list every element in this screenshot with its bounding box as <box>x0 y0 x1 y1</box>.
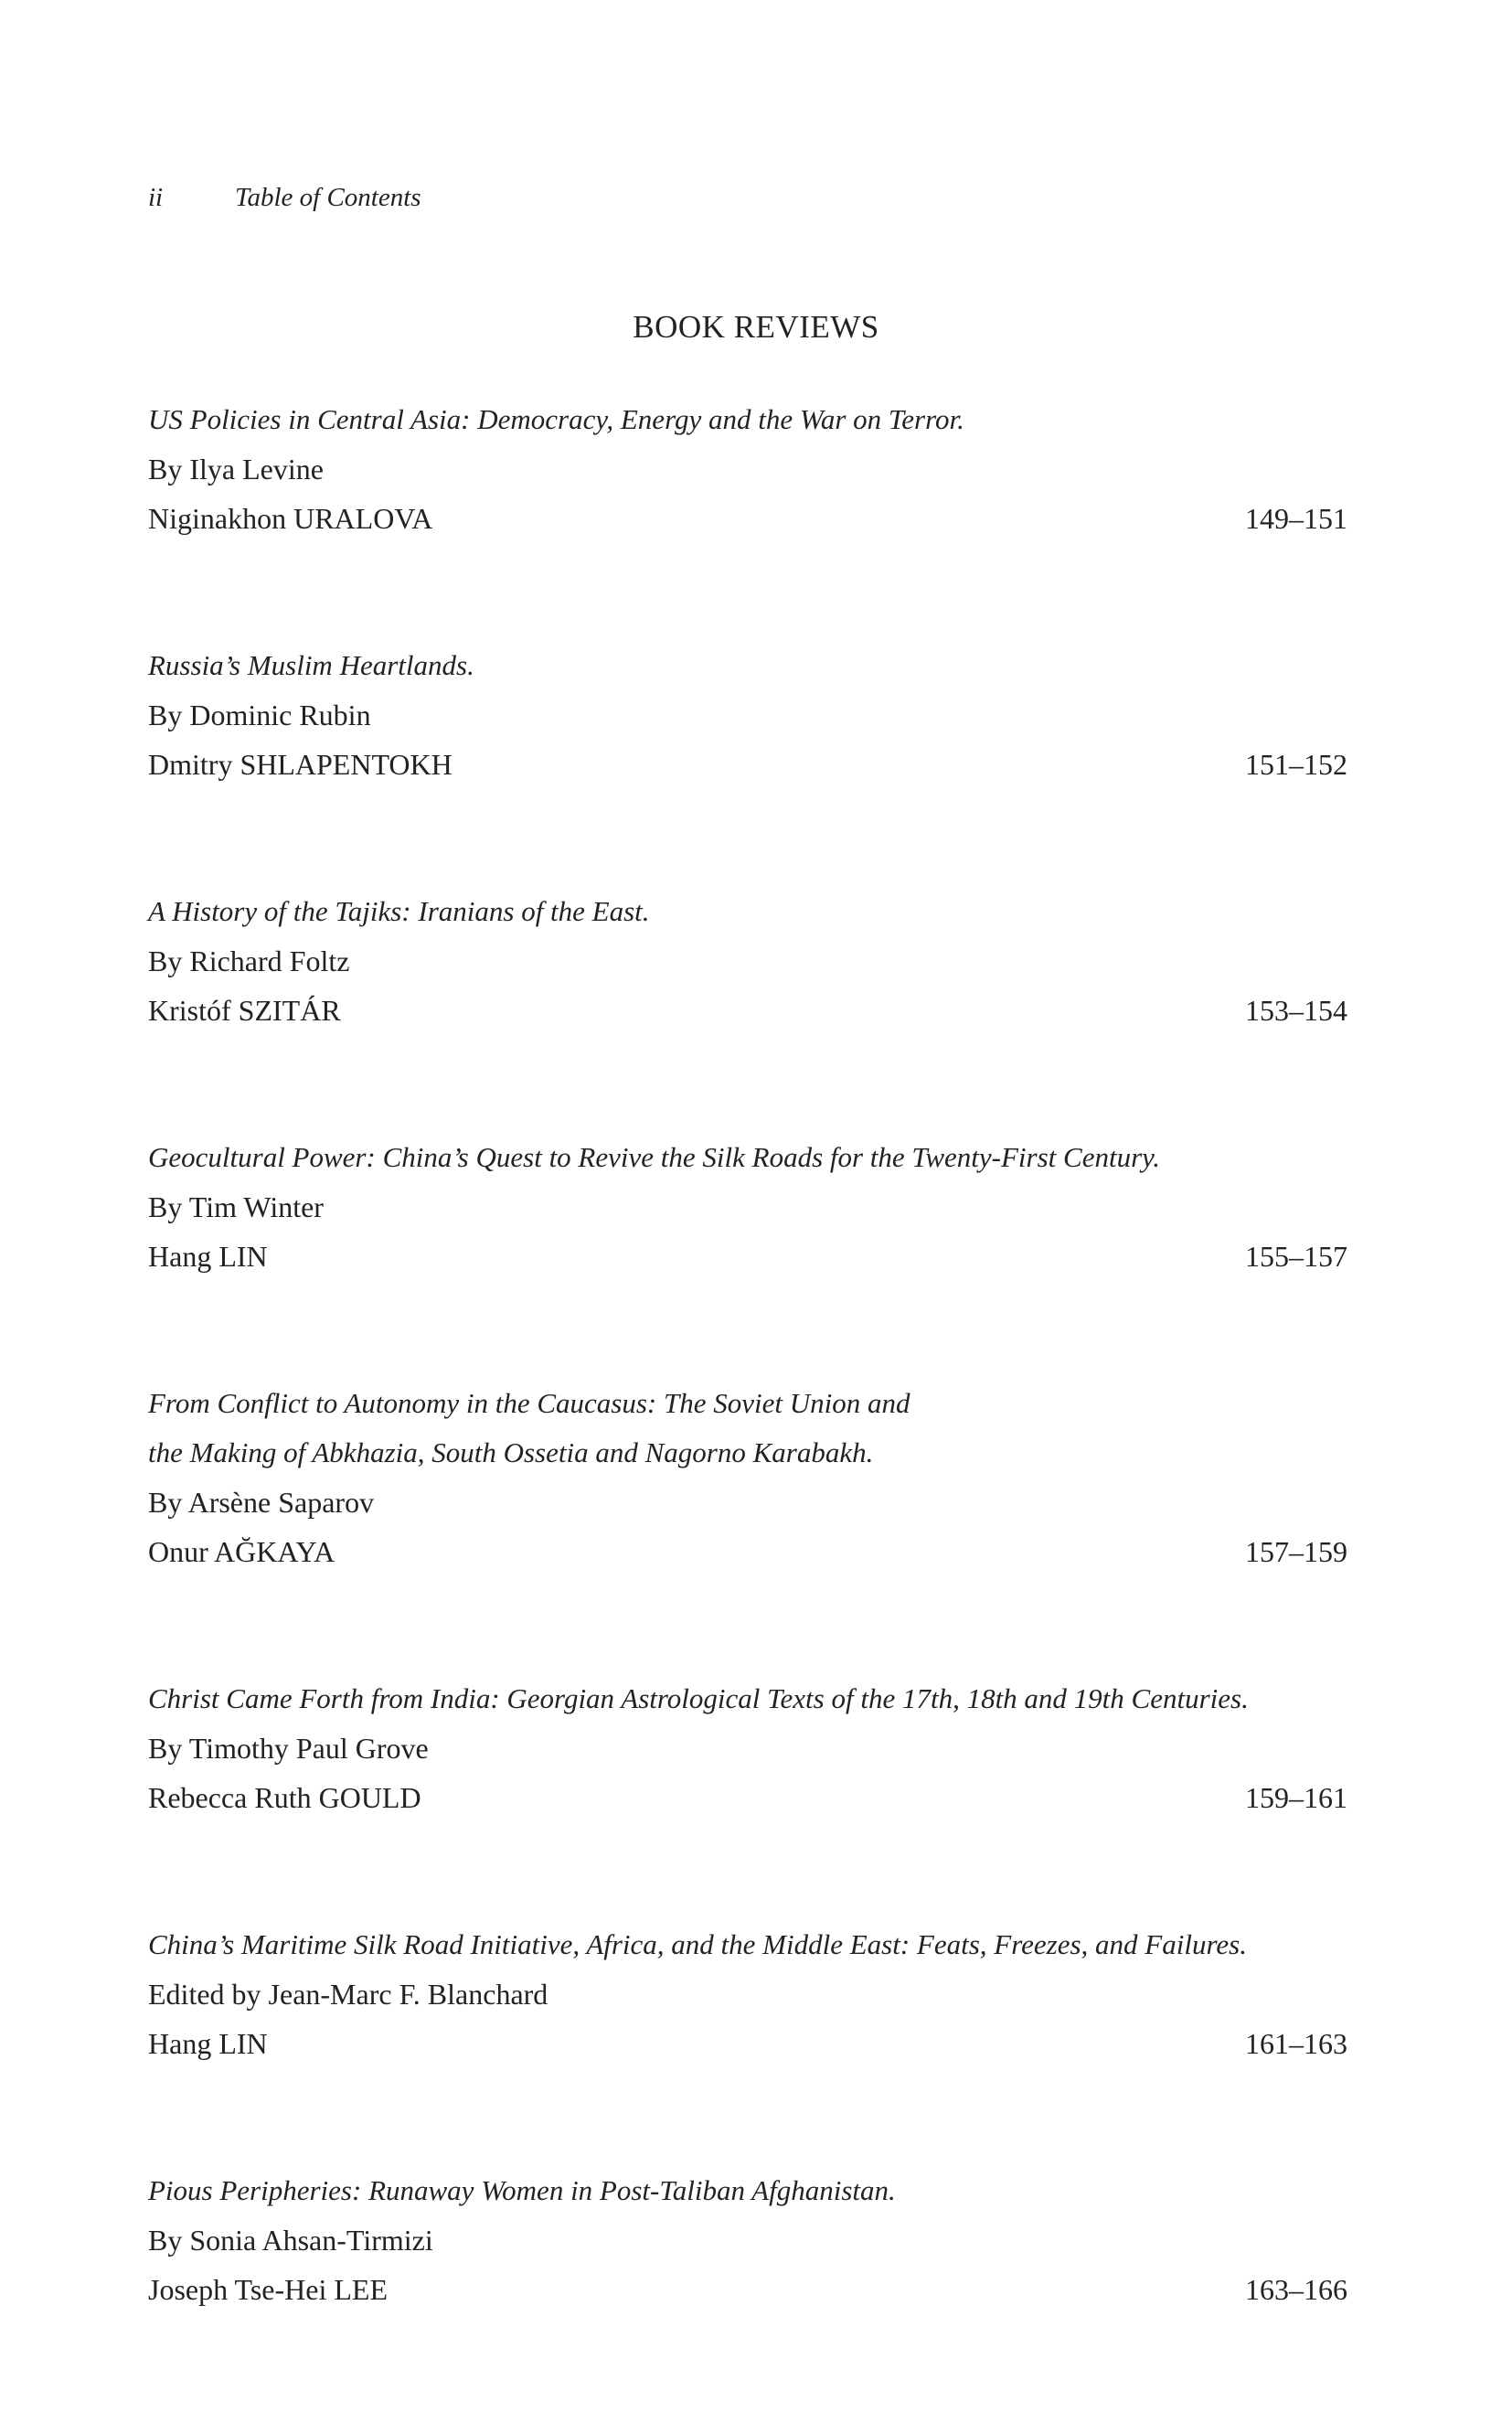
reviewer-name: Onur AĞKAYA <box>148 1535 335 1568</box>
book-title: China’s Maritime Silk Road Initiative, Africa, and the Middle East: Feats, Freezes, and Failures. <box>148 1928 1247 1960</box>
book-author: By Ilya Levine <box>148 453 324 486</box>
book-title: Christ Came Forth from India: Georgian Astrological Texts of the 17th, 18th and 19th Centuries. <box>148 1682 1249 1714</box>
reviewer-line <box>148 494 1347 543</box>
reviewer-line <box>148 2265 1347 2314</box>
section-title: BOOK REVIEWS <box>633 309 879 345</box>
reviewer-line <box>148 1232 1347 1281</box>
page-range: 161–163 <box>1245 2027 1347 2060</box>
book-author: By Timothy Paul Grove <box>148 1732 429 1765</box>
review-entry <box>148 1674 1347 1822</box>
running-head <box>148 179 421 216</box>
page-range: 149–151 <box>1245 502 1347 535</box>
page-range: 153–154 <box>1245 994 1347 1027</box>
reviewer-name: Hang LIN <box>148 2027 268 2060</box>
reviewer-name: Niginakhon URALOVA <box>148 502 433 535</box>
page-range: 155–157 <box>1245 1240 1347 1273</box>
book-author: By Sonia Ahsan-Tirmizi <box>148 2224 433 2257</box>
page-range: 157–159 <box>1245 1535 1347 1568</box>
book-author: By Dominic Rubin <box>148 699 371 731</box>
book-title: Russia’s Muslim Heartlands. <box>148 649 474 681</box>
book-title: A History of the Tajiks: Iranians of the East. <box>148 895 650 927</box>
reviewer-name: Dmitry SHLAPENTOKH <box>148 748 453 781</box>
reviewer-line <box>148 740 1347 789</box>
review-entry <box>148 1379 1347 1576</box>
book-author: By Arsène Saparov <box>148 1486 375 1519</box>
book-author: By Tim Winter <box>148 1190 324 1223</box>
page-range: 159–161 <box>1245 1781 1347 1814</box>
reviewer-line <box>148 2019 1347 2068</box>
book-title-continued: the Making of Abkhazia, South Ossetia and Nagorno Karabakh. <box>148 1436 874 1468</box>
reviewer-name: Hang LIN <box>148 1240 268 1273</box>
book-title: Pious Peripheries: Runaway Women in Post-Taliban Afghanistan. <box>148 2174 896 2206</box>
review-entry <box>148 395 1347 543</box>
review-entry <box>148 2166 1347 2314</box>
review-entry <box>148 641 1347 789</box>
reviewer-line <box>148 1527 1347 1576</box>
reviewer-name: Kristóf SZITÁR <box>148 994 341 1027</box>
running-title: Table of Contents <box>235 183 421 212</box>
book-title: From Conflict to Autonomy in the Caucasus: The Soviet Union and <box>148 1387 910 1419</box>
reviewer-line <box>148 986 1347 1035</box>
review-entry <box>148 1920 1347 2068</box>
book-title: Geocultural Power: China’s Quest to Revive the Silk Roads for the Twenty-First Century. <box>148 1141 1160 1173</box>
book-author: Edited by Jean-Marc F. Blanchard <box>148 1978 548 2011</box>
page-folio: ii <box>148 183 164 212</box>
book-author: By Richard Foltz <box>148 945 350 977</box>
review-entry <box>148 1133 1347 1281</box>
reviewer-name: Joseph Tse-Hei LEE <box>148 2273 388 2306</box>
review-entry <box>148 887 1347 1035</box>
book-title: US Policies in Central Asia: Democracy, Energy and the War on Terror. <box>148 403 964 435</box>
page-range: 163–166 <box>1245 2273 1347 2306</box>
reviewer-line <box>148 1773 1347 1822</box>
page-range: 151–152 <box>1245 748 1347 781</box>
reviewer-name: Rebecca Ruth GOULD <box>148 1781 421 1814</box>
book-reviews-list <box>148 395 1347 2412</box>
